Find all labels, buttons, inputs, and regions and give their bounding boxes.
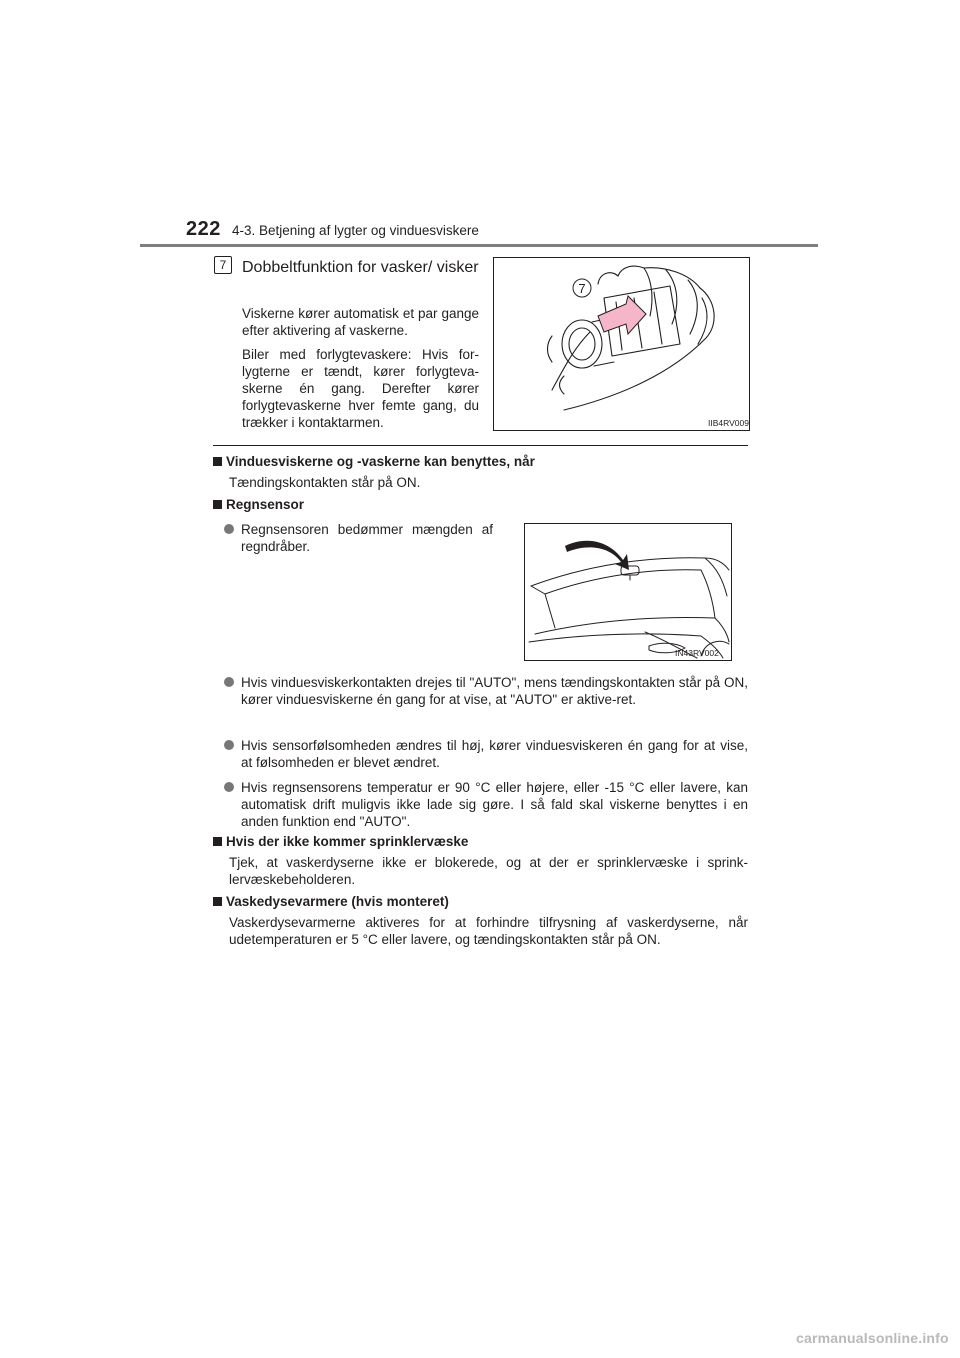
- section-title: 4-3. Betjening af lygter og vinduesviskere: [232, 223, 479, 238]
- windshield-rain-sensor-figure: [524, 523, 732, 661]
- heading-rain-sensor-text: Regnsensor: [226, 497, 305, 512]
- heading-heater: [213, 893, 449, 910]
- bullet-dot-icon: [224, 524, 234, 534]
- step-title: Dobbeltfunktion for vasker/ visker: [242, 259, 479, 276]
- bullet-dot-icon: [224, 677, 234, 687]
- page-number: 222: [186, 218, 221, 240]
- watermark: carmanualsonline.info: [796, 1330, 949, 1346]
- no-fluid-text: Tjek, at vaskerdyserne ikke er blokerede, og at der er sprinklervæske i sprink-lervæskebeholderen.: [229, 855, 748, 887]
- bullet-dot-icon: [224, 782, 234, 792]
- heading-no-fluid: [213, 833, 468, 850]
- figure-callout-number: 7: [578, 281, 586, 296]
- heading-usable-text: Vinduesviskerne og -vaskerne kan benyttes, når: [226, 454, 535, 469]
- step-paragraph-1: Viskerne kører automatisk et par gange efter aktivering af vaskerne.: [242, 306, 479, 338]
- bullet-text: Hvis vinduesviskerkontakten drejes til "AUTO", mens tændingskontakten står på ON, kører vinduesviskerne én gang for at vise, at "AUTO" er aktive-ret.: [241, 675, 748, 707]
- section-divider: [213, 445, 748, 446]
- step-number-badge: 7: [214, 256, 232, 274]
- bullet-text: Hvis regnsensorens temperatur er 90 °C eller højere, eller -15 °C eller lavere, kan automatisk drift muligvis ikke lade sig gøre. I så fald skal viskerne benyttes i en anden funktion end "AUTO".: [241, 780, 748, 829]
- heading-rain-sensor: [213, 496, 304, 513]
- bullet-text: Regnsensoren bedømmer mængden af regndråber.: [241, 522, 493, 554]
- heading-square-icon: [213, 457, 222, 466]
- bullet-text: Hvis sensorfølsomheden ændres til høj, kører vinduesviskeren én gang for at vise, at følsomheden er blevet ændret.: [241, 738, 748, 770]
- heading-square-icon: [213, 500, 222, 509]
- heading-square-icon: [213, 837, 222, 846]
- bullet-dot-icon: [224, 740, 234, 750]
- heater-text: Vaskerdysevarmerne aktiveres for at forhindre tilfrysning af vaskerdyserne, når udetemperaturen er 5 °C eller lavere, og tændingskontakten står på ON.: [229, 915, 748, 947]
- figure-code: IN43RV002: [675, 648, 719, 658]
- wiper-lever-figure: [493, 257, 750, 431]
- car-windshield-illustration: [525, 524, 731, 660]
- hand-lever-illustration: [494, 258, 749, 430]
- step-paragraph-2: Biler med forlygtevaskere: Hvis for-lygterne er tændt, kører forlygteva-skerne én gang. Derefter kører forlygtevaskerne hver femte gang, du trækker i kontaktarmen.: [242, 347, 479, 430]
- heading-usable: [213, 453, 535, 470]
- heading-heater-text: Vaskedysevarmere (hvis monteret): [226, 894, 449, 909]
- usable-text: Tændingskontakten står på ON.: [229, 475, 421, 490]
- heading-square-icon: [213, 897, 222, 906]
- header-rule: [140, 244, 818, 247]
- heading-no-fluid-text: Hvis der ikke kommer sprinklervæske: [226, 834, 469, 849]
- figure-code: IIB4RV009: [708, 418, 749, 428]
